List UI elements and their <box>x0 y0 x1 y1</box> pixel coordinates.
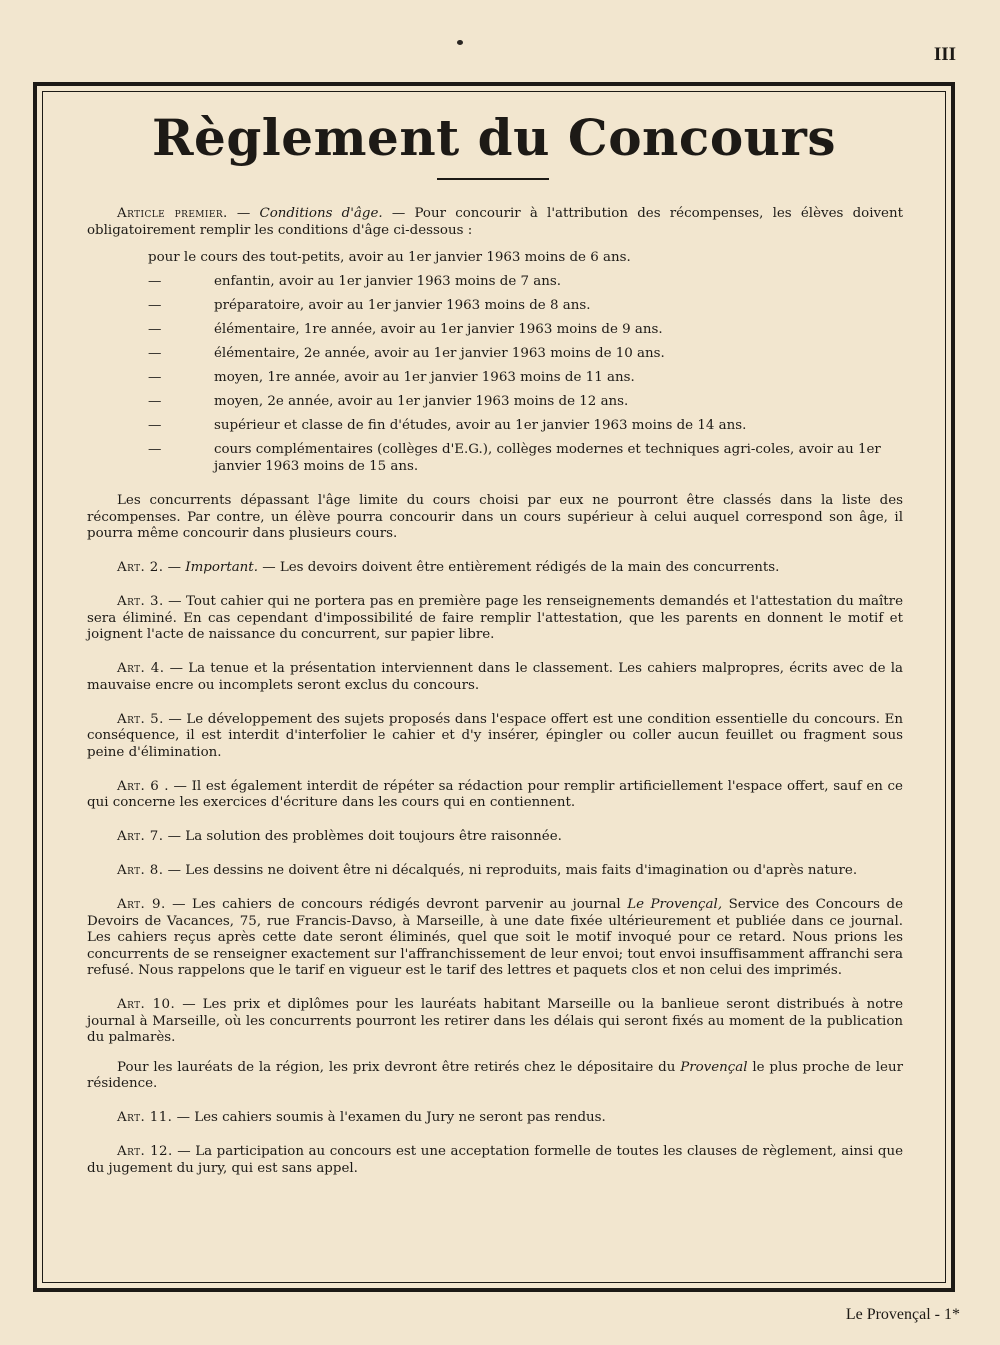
article-label: Art. 6 . <box>117 778 169 794</box>
article-text: Tout cahier qui ne portera pas en première page les renseignements demandés et l'attestation du maître sera éliminé. En cas cependant d'impossibilité de faire remplir l'attestation, que les parents en donnent le motif et joignent l'acte de naissance du concurrent, sur papier libre. <box>87 594 904 642</box>
age-condition-dash: — <box>148 370 162 385</box>
article-paragraph <box>87 1060 903 1093</box>
age-condition-row <box>148 274 903 298</box>
article-text: La participation au concours est une acceptation formelle de toutes les clauses de règlement, ainsi que du jugement du jury, qui est sans appel. <box>87 1144 903 1176</box>
article-text: Les cahiers de concours rédigés devront parvenir au journal <box>191 897 628 912</box>
article-paragraph: Art. 12. — La participation au concours est une acceptation formelle de toutes les clauses de règlement, ainsi que du jugement du jury, qui est sans appel. <box>87 1144 903 1176</box>
article-text: Il est également interdit de répéter sa rédaction pour remplir artificiellement l'espace offert, sauf en ce qui concerne les exercices d'écriture dans les cours qui en contiennent. <box>87 778 903 810</box>
article-text: Les cahiers soumis à l'examen du Jury ne seront pas rendus. <box>194 1110 606 1125</box>
age-condition-dash: — <box>148 274 162 289</box>
article-heading: Important. <box>185 560 258 575</box>
age-condition-text: supérieur et classe de fin d'études, avoir au 1er janvier 1963 moins de 14 ans. <box>214 418 747 433</box>
age-condition-row <box>148 418 903 442</box>
age-condition-row <box>148 322 903 346</box>
age-condition-text: moyen, 2e année, avoir au 1er janvier 1963 moins de 12 ans. <box>214 394 629 409</box>
age-condition-row <box>148 442 903 480</box>
article-1-intro: Article premier. — Conditions d'âge. — Pour concourir à l'attribution des récompenses, les élèves doivent obligatoirement remplir les conditions d'âge ci-dessous : <box>87 206 903 238</box>
age-condition-row <box>148 370 903 394</box>
article-text: le plus proche de leur résidence. <box>87 1059 903 1091</box>
article-paragraph: Art. 2. — Important. — Les devoirs doivent être entièrement rédigés de la main des concurrents. <box>117 560 780 575</box>
newspaper-name: Le Provençal, <box>627 897 723 912</box>
age-condition-text: pour le cours des tout-petits, avoir au 1er janvier 1963 moins de 6 ans. <box>148 250 631 265</box>
age-condition-text: élémentaire, 2e année, avoir au 1er janvier 1963 moins de 10 ans. <box>214 346 665 361</box>
article-label: Art. 4. <box>117 661 165 676</box>
article-text: Les prix et diplômes pour les lauréats habitant Marseille ou la banlieue seront distribués à notre journal à Marseille, où les concurrents pourront les retirer dans les délais qui seront fixés au moment de la publication du palmarès. <box>87 997 903 1045</box>
article-1-closing: Les concurrents dépassant l'âge limite du cours choisi par eux ne pourront être classés dans la liste des récompenses. Par contre, un élève pourra concourir dans un cours supérieur à celui auquel correspond son âge, il pourra même concourir dans plusieurs cours. <box>87 493 903 541</box>
article-label: Art. 11. <box>117 1110 173 1125</box>
article-paragraph: Art. 6 . — Il est également interdit de répéter sa rédaction pour remplir artificiellement l'espace offert, sauf en ce qui concerne les exercices d'écriture dans les cours qui en contiennent. <box>87 778 903 810</box>
article-paragraph: Art. 7. — La solution des problèmes doit toujours être raisonnée. <box>117 829 562 844</box>
article-label: Art. 7. <box>117 829 164 844</box>
age-condition-row <box>148 250 903 274</box>
article-text: Les dessins ne doivent être ni décalqués, ni reproduits, mais faits d'imagination ou d'après nature. <box>185 863 858 878</box>
article-label: Art. 12. <box>117 1144 173 1159</box>
article-paragraph: Art. 9. — Les cahiers de concours rédigés devront parvenir au journal Le Provençal, Service des Concours de Devoirs de Vacances, 75, rue Francis-Davso, à Marseille, à une date fixée ultérieurement et publiée dans ce journal. Les cahiers reçus après cette date seront éliminés, quel que soit le motif invoqué pour ce retard. Nous prions les concurrents de se renseigner exactement sur l'affranchissement de leur envoi; tout envoi insuffisamment affranchi sera refusé. Nous rappelons que le tarif en vigueur est le tarif des lettres et paquets clos et non celui des imprimés. <box>87 897 904 978</box>
age-condition-row <box>148 298 903 322</box>
ink-dot <box>457 40 463 45</box>
articles-list <box>87 560 903 1177</box>
page-title: Règlement du Concours <box>151 108 837 167</box>
article-text: Pour les lauréats de la région, les prix devront être retirés chez le dépositaire du <box>117 1059 681 1075</box>
age-condition-text: élémentaire, 1re année, avoir au 1er janvier 1963 moins de 9 ans. <box>214 322 663 337</box>
article-text: Pour concourir à l'attribution des récompenses, les élèves doivent obligatoirement remplir les conditions d'âge ci-dessous : <box>87 206 903 238</box>
article-paragraph: Art. 4. — La tenue et la présentation interviennent dans le classement. Les cahiers malpropres, écrits avec de la mauvaise encre ou incomplets seront exclus du concours. <box>87 661 904 693</box>
article-label: Art. 5. <box>117 711 164 727</box>
age-condition-text: cours complémentaires (collèges d'E.G.), collèges modernes et techniques agri-coles, avoir au 1er janvier 1963 moins de 15 ans. <box>214 442 881 474</box>
article-paragraph: Art. 10. — Les prix et diplômes pour les lauréats habitant Marseille ou la banlieue seront distribués à notre journal à Marseille, où les concurrents pourront les retirer dans les délais qui seront fixés au moment de la publication du palmarès. <box>87 997 903 1045</box>
age-condition-text: enfantin, avoir au 1er janvier 1963 moins de 7 ans. <box>214 274 562 289</box>
article-paragraph: Art. 11. — Les cahiers soumis à l'examen du Jury ne seront pas rendus. <box>117 1110 606 1125</box>
article-paragraph: Art. 8. — Les dessins ne doivent être ni décalqués, ni reproduits, mais faits d'imagination ou d'après nature. <box>117 863 858 878</box>
age-condition-dash: — <box>148 418 162 433</box>
article-label: Article premier. <box>117 206 228 221</box>
title-underline <box>437 178 549 180</box>
age-condition-dash: — <box>148 394 162 409</box>
rules-frame <box>33 82 955 1292</box>
age-condition-dash: — <box>148 322 162 337</box>
article-paragraph: Art. 3. — Tout cahier qui ne portera pas en première page les renseignements demandés et l'attestation du maître sera éliminé. En cas cependant d'impossibilité de faire remplir l'attestation, que les parents en donnent le motif et joignent l'acte de naissance du concurrent, sur papier libre. <box>87 594 904 642</box>
article-label: Art. 3. <box>117 594 164 609</box>
age-condition-text: moyen, 1re année, avoir au 1er janvier 1963 moins de 11 ans. <box>214 370 635 385</box>
age-condition-dash: — <box>148 346 162 361</box>
article-label: Art. 2. <box>117 560 164 575</box>
age-condition-dash: — <box>148 298 162 313</box>
article-label: Art. 9. <box>117 897 166 912</box>
age-condition-text: préparatoire, avoir au 1er janvier 1963 moins de 8 ans. <box>214 298 591 313</box>
article-text: La solution des problèmes doit toujours être raisonnée. <box>185 829 562 844</box>
article-label: Art. 10. <box>117 997 176 1012</box>
article-text: Les devoirs doivent être entièrement rédigés de la main des concurrents. <box>279 560 780 575</box>
article-text: Service des Concours de Devoirs de Vacances, 75, rue Francis-Davso, à Marseille, à une date fixée ultérieurement et publiée dans ce journal. Les cahiers reçus après cette date seront éliminés, quel que soit le motif invoqué pour ce retard. Nous prions les concurrents de se renseigner exactement sur l'affranchissement de leur envoi; tout envoi insuffisamment affranchi sera refusé. Nous rappelons que le tarif en vigueur est le tarif des lettres et paquets clos et non celui des imprimés. <box>87 897 904 978</box>
age-condition-row <box>148 346 903 370</box>
article-label: Art. 8. <box>117 863 164 878</box>
article-paragraph: Art. 5. — Le développement des sujets proposés dans l'espace offert est une condition essentielle du concours. En conséquence, il est interdit d'interfolier le cahier et d'y insérer, épingler ou coller aucun feuillet ou fragment sous peine d'élimination. <box>87 711 903 760</box>
rules-content <box>87 206 903 1177</box>
article-heading: Conditions d'âge. <box>259 206 383 221</box>
article-text: Le développement des sujets proposés dans l'espace offert est une condition essentielle du concours. En conséquence, il est interdit d'interfolier le cahier et d'y insérer, épingler ou coller aucun feuillet ou fragment sous peine d'élimination. <box>87 711 903 760</box>
article-text: La tenue et la présentation interviennent dans le classement. Les cahiers malpropres, écrits avec de la mauvaise encre ou incomplets seront exclus du concours. <box>87 661 904 693</box>
page-footer: Le Provençal - 1* <box>845 1306 960 1323</box>
age-condition-row <box>148 394 903 418</box>
page-number: III <box>933 44 956 65</box>
age-conditions-list <box>148 250 903 480</box>
age-condition-dash: — <box>148 442 162 457</box>
newspaper-name: Provençal <box>680 1059 748 1075</box>
